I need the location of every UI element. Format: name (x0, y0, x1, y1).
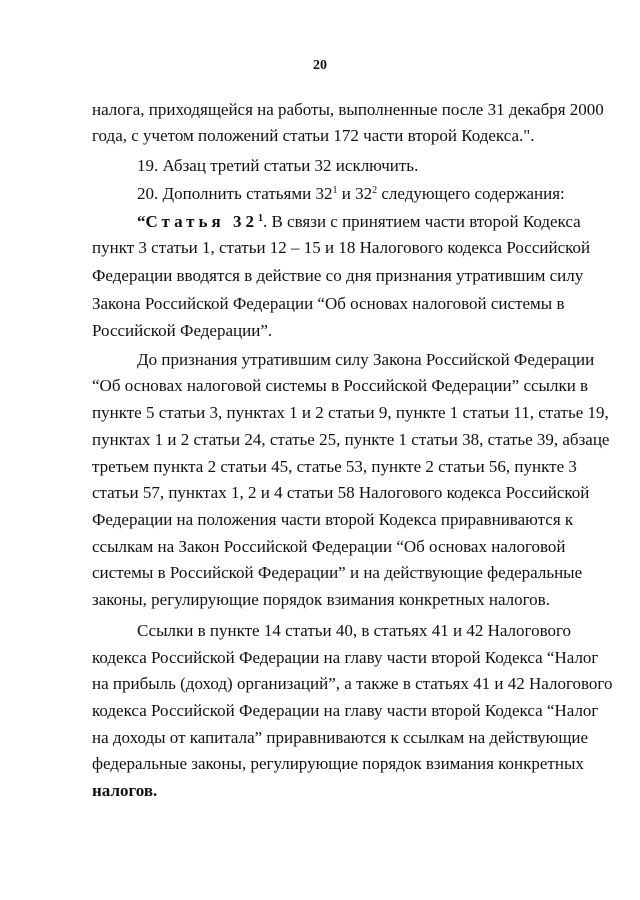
text-line: федеральные законы, регулирующие порядок взимания конкретных (92, 754, 584, 773)
text-line: кодекса Российской Федерации на главу части второй Кодекса “Налог (92, 701, 599, 720)
text-line: законы, регулирующие порядок взимания конкретных налогов. (92, 590, 550, 609)
text-line: Ссылки в пункте 14 статьи 40, в статьях 41 и 42 Налогового (137, 621, 572, 640)
superscript: 1 (332, 185, 338, 196)
text-line: на доходы от капитала” приравниваются к ссылкам на действующие (92, 728, 589, 747)
text-line: пункте 5 статьи 3, пунктах 1 и 2 статьи 9, пункте 1 статьи 11, статье 19, (92, 403, 609, 422)
superscript: 2 (372, 185, 378, 196)
text-line: До признания утратившим силу Закона Российской Федерации (137, 350, 595, 369)
page-number: 20 (313, 58, 327, 73)
text-segment: 20. Дополнить статьями 32 (137, 184, 333, 203)
text-segment: и 32 (337, 184, 373, 203)
text-line: ссылкам на Закон Российской Федерации “Об основах налоговой (92, 537, 566, 556)
text-line: Закона Российской Федерации “Об основах налоговой системы в (92, 294, 565, 313)
text-line: 19. Абзац третий статьи 32 исключить. (137, 156, 419, 175)
text-line: Федерации на положения части второй Кодекса приравниваются к (92, 510, 574, 529)
text-line: третьем пункта 2 статьи 45, статье 53, пункте 2 статьи 56, пункте 3 (92, 457, 577, 476)
text-line: системы в Российской Федерации” и на действующие федеральные (92, 563, 583, 582)
text-line (137, 184, 565, 204)
text-line: пунктах 1 и 2 статьи 24, статье 25, пункте 1 статьи 38, статье 39, абзаце (92, 430, 610, 449)
text-line: пункт 3 статьи 1, статьи 12 – 15 и 18 Налогового кодекса Российской (92, 238, 591, 257)
text-line: налога, приходящейся на работы, выполненные после 31 декабря 2000 (92, 100, 604, 119)
superscript: 1 (257, 213, 263, 224)
text-line: кодекса Российской Федерации на главу части второй Кодекса “Налог (92, 648, 599, 667)
text-line: года, с учетом положений статьи 172 части второй Кодекса.". (92, 126, 535, 145)
text-line: налогов. (92, 781, 158, 800)
text-segment: . В связи с принятием части второй Кодекса (262, 212, 581, 231)
text-segment: следующего содержания: (377, 184, 565, 203)
text-line: Российской Федерации”. (92, 321, 273, 340)
text-line: статьи 57, пунктах 1, 2 и 4 статьи 58 Налогового кодекса Российской (92, 483, 590, 502)
text-line: Федерации вводятся в действие со дня признания утратившим силу (92, 266, 584, 285)
text-line: “Об основах налоговой системы в Российской Федерации” ссылки в (92, 376, 589, 395)
open-quote: “ (137, 212, 146, 231)
text-line: на прибыль (доход) организаций”, а также в статьях 41 и 42 Налогового (92, 674, 613, 693)
article-heading-line (137, 212, 581, 232)
article-title: Статья 32 (145, 212, 258, 231)
